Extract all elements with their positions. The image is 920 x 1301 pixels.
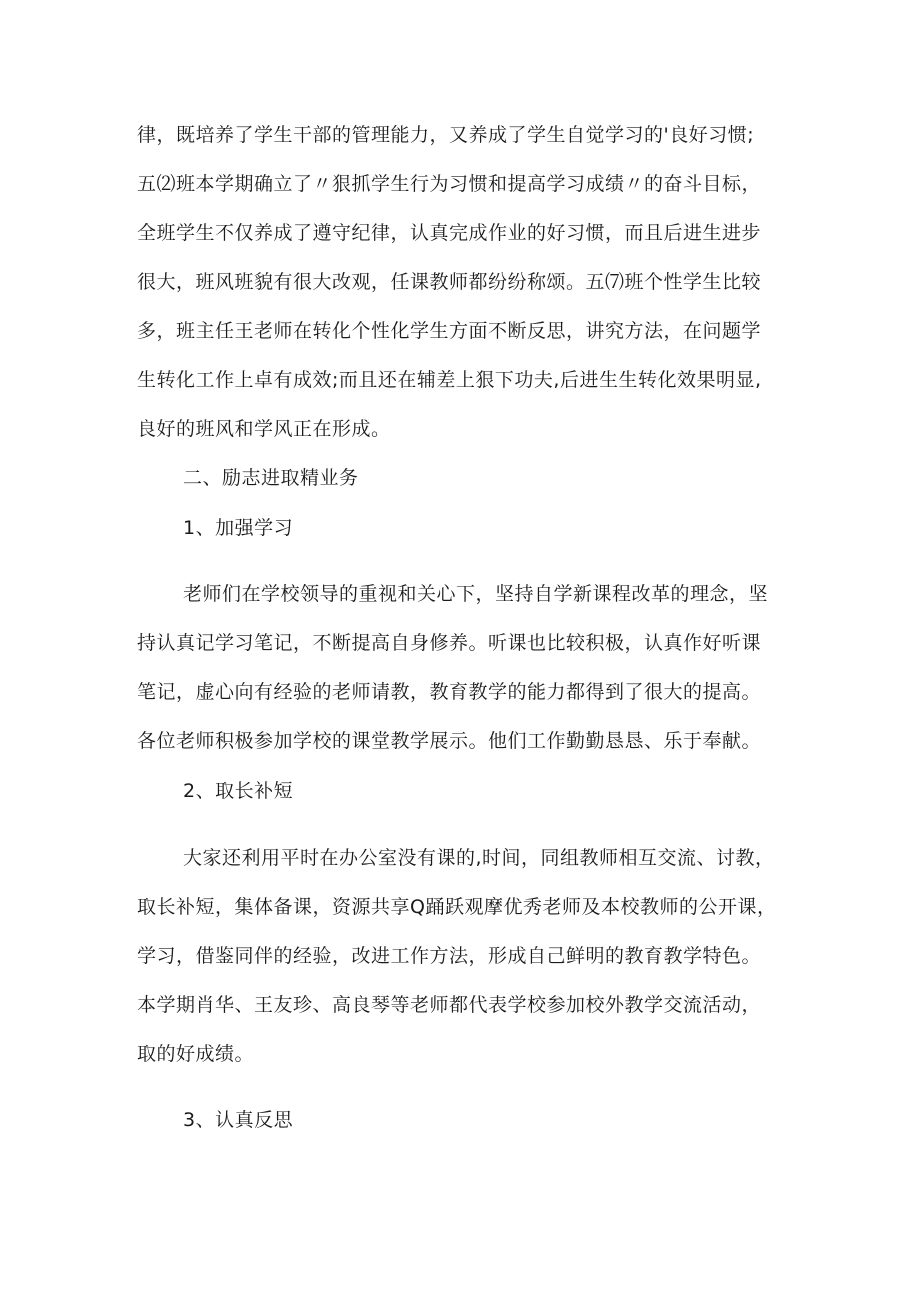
paragraph-line: 全班学生不仅养成了遵守纪律，认真完成作业的好习惯，而且后进生进步 — [137, 222, 762, 244]
paragraph-line: 五⑵班本学期确立了〃狠抓学生行为习惯和提高学习成绩〃的奋斗目标， — [137, 173, 762, 195]
paragraph-line: 取长补短，集体备课，资源共享Q踊跃观摩优秀老师及本校教师的公开课， — [137, 896, 777, 918]
paragraph-line: 生转化工作上卓有成效;而且还在辅差上狠下功夫,后进生生转化效果明显, — [137, 369, 762, 391]
paragraph-line: 取的好成绩。 — [137, 1043, 255, 1065]
subsection-heading: 2、取长补短 — [183, 780, 294, 802]
paragraph-line: 老师们在学校领导的重视和关心下，坚持自学新课程改革的理念，坚 — [183, 583, 769, 605]
paragraph-line: 大家还利用平时在办公室没有课的,时间，同组教师相互交流、讨教， — [183, 847, 775, 869]
section-heading: 二、励志进取精业务 — [183, 467, 359, 489]
paragraph-line: 很大，班风班貌有很大改观，任课教师都纷纷称颂。五⑺班个性学生比较 — [137, 271, 762, 293]
paragraph-line: 本学期肖华、王友珍、高良琴等老师都代表学校参加校外教学交流活动， — [137, 994, 762, 1016]
paragraph-line: 各位老师积极参加学校的课堂教学展示。他们工作勤勤恳恳、乐于奉献。 — [137, 730, 762, 752]
paragraph-line: 良好的班风和学风正在形成。 — [137, 418, 391, 440]
paragraph-line: 多，班主任王老师在转化个性化学生方面不断反思，讲究方法，在问题学 — [137, 320, 762, 342]
paragraph-line: 笔记，虚心向有经验的老师请教，教育教学的能力都得到了很大的提高。 — [137, 681, 762, 703]
subsection-heading: 3、认真反思 — [183, 1109, 294, 1131]
paragraph-line: 持认真记学习笔记，不断提高自身修养。听课也比较积极，认真作好听课 — [137, 632, 762, 654]
paragraph-line: 律，既培养了学生干部的管理能力，又养成了学生自觉学习的'良好习惯; — [137, 124, 755, 146]
subsection-heading: 1、加强学习 — [183, 517, 294, 539]
paragraph-line: 学习，借鉴同伴的经验，改进工作方法，形成自己鲜明的教育教学特色。 — [137, 945, 762, 967]
